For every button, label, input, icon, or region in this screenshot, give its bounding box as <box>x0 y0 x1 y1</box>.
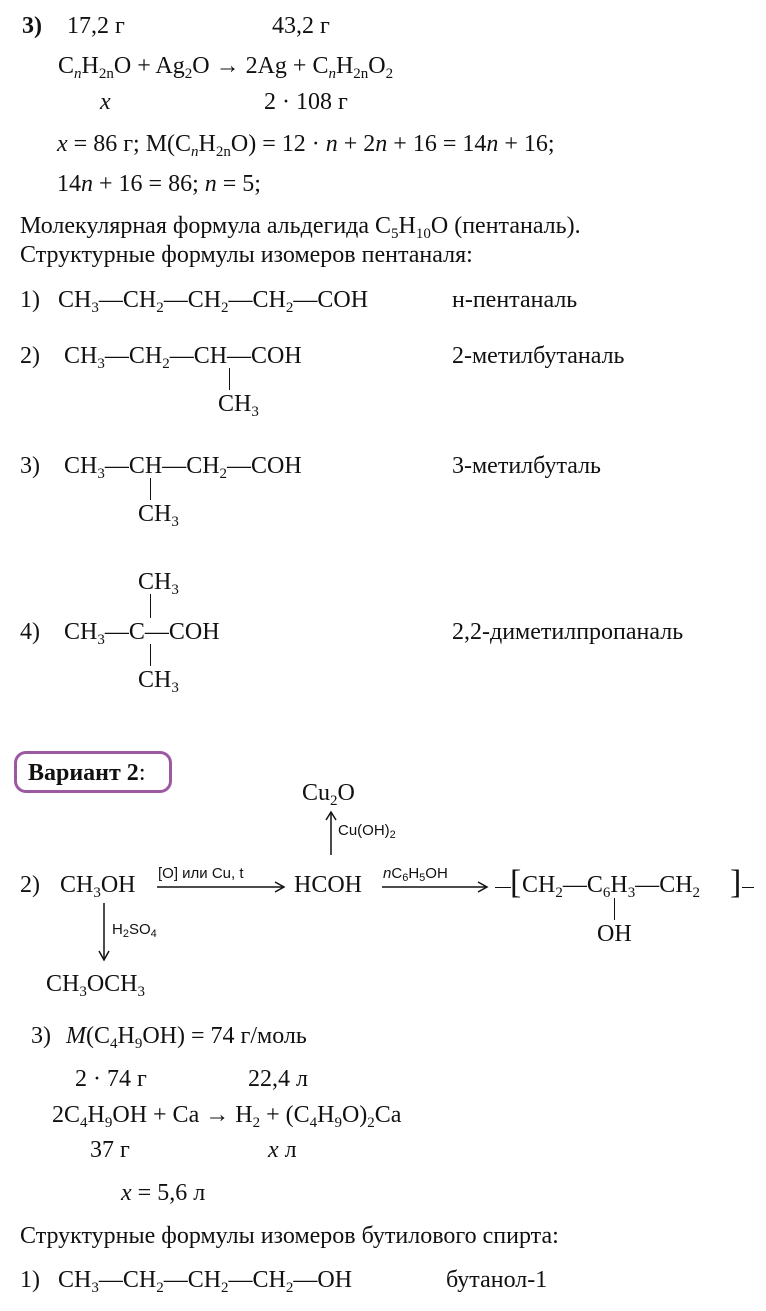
isomer-3-branch-bond <box>150 478 151 500</box>
condition-oxidation: [O] или Cu, t <box>158 865 244 882</box>
butanol-isomer-1-number: 1) <box>20 1267 40 1293</box>
methanol: $CH_3OH$ <box>60 872 136 901</box>
cuoh2-reagent: $Cu(OH)_2$ <box>338 822 396 841</box>
isomer-4-top-bond <box>150 594 151 618</box>
polymer-end-bond-right <box>742 887 754 888</box>
isomer-4-formula: $CH_3—C—COH$ <box>64 619 220 648</box>
below-left: 37 г <box>90 1137 130 1163</box>
reaction-arrow: → <box>215 53 240 79</box>
isomer-4-bottom-bond <box>150 644 151 666</box>
result: x = 5,6 л <box>121 1180 206 1206</box>
down-arrow-icon <box>98 903 110 963</box>
above-left: 2 · 74 г <box>75 1066 147 1092</box>
isomer-4-number: 4) <box>20 619 40 645</box>
formaldehyde: HCOH <box>294 872 363 898</box>
isomer-2-branch-bond <box>229 368 230 390</box>
under-right: 2 · 108 г <box>264 89 348 115</box>
isomer-4-bottom-branch: $CH_3$ <box>138 667 179 696</box>
variant-label: Вариант 2: <box>28 760 146 786</box>
reaction-equation: $C_nH_{2n}O + Ag_2O \to 2Ag + C_nH_{2n}O_2$ <box>58 53 394 82</box>
dimethyl-ether: $CH_3OCH_3$ <box>46 971 146 1000</box>
butanol-isomer-1-formula: $CH_3—CH_2—CH_2—CH_2—OH$ <box>58 1267 353 1296</box>
right-arrow-icon <box>382 880 492 894</box>
polymer-end-bond-left <box>495 887 511 888</box>
polymer-oh: OH <box>597 921 632 947</box>
under-left: x <box>100 89 111 115</box>
calc-line-1: x = 86 г; $M(C_nH_{2n}O) = 12 \cdot n + 2n + 16 = 14n + 16$; <box>57 131 555 160</box>
butanol-isomers-title: Структурные формулы изомеров бутилового спирта: <box>20 1223 559 1249</box>
isomer-3-branch: $CH_3$ <box>138 501 179 530</box>
butanol-calcium-reaction: $2C_4H_9OH + Ca \to H_2 + (C_4H_9O)_2Ca$ <box>52 1102 402 1131</box>
above-right: 22,4 л <box>248 1066 308 1092</box>
isomer-3-formula: $CH_3—CH—CH_2—COH$ <box>64 453 302 482</box>
isomer-2-name: 2-метилбутаналь <box>452 343 625 369</box>
below-right: x л <box>268 1137 297 1163</box>
conclusion: Молекулярная формула альдегида $C_5H_{10}O$ (пентаналь). <box>20 213 581 242</box>
isomer-1-name: н-пентаналь <box>452 287 578 313</box>
butanol-isomer-1-name: бутанол-1 <box>446 1267 548 1293</box>
isomer-1-number: 1) <box>20 287 40 313</box>
variant2-task3-number: 3) <box>31 1023 51 1049</box>
isomer-3-name: 3-метилбуталь <box>452 453 602 479</box>
polymer-bracket-right: ] <box>730 864 742 901</box>
isomer-4-name: 2,2-диметилпропаналь <box>452 619 684 645</box>
cu2o-product: $Cu_2O$ <box>302 780 355 809</box>
isomer-2-formula: $CH_3—CH_2—CH—COH$ <box>64 343 302 372</box>
mass-left: 17,2 г <box>67 13 125 39</box>
polymer-unit: $CH_2—C_6H_3—CH_2$ <box>522 872 701 901</box>
isomer-2-branch: $CH_3$ <box>218 391 259 420</box>
isomer-1-formula: $CH_3—CH_2—CH_2—CH_2—COH$ <box>58 287 369 316</box>
h2so4-reagent: $H_2SO_4$ <box>112 921 157 940</box>
variant2-task2-number: 2) <box>20 872 40 898</box>
mass-right: 43,2 г <box>272 13 330 39</box>
molar-mass: $M(C_4H_9OH) = 74$ г/моль <box>66 1023 307 1052</box>
polymer-bracket-left: [ <box>510 864 522 901</box>
isomers-title: Структурные формулы изомеров пентаналя: <box>20 242 473 268</box>
isomer-2-number: 2) <box>20 343 40 369</box>
isomer-4-top-branch: $CH_3$ <box>138 569 179 598</box>
isomer-3-number: 3) <box>20 453 40 479</box>
calc-line-2: 14n + 16 = 86; n = 5; <box>57 171 261 197</box>
right-arrow-icon <box>157 880 287 894</box>
task3-number: 3) <box>22 13 42 39</box>
polymer-oh-bond <box>614 898 615 920</box>
up-arrow-icon <box>325 810 337 856</box>
condition-phenol: $nC_6H_5OH$ <box>383 865 448 884</box>
